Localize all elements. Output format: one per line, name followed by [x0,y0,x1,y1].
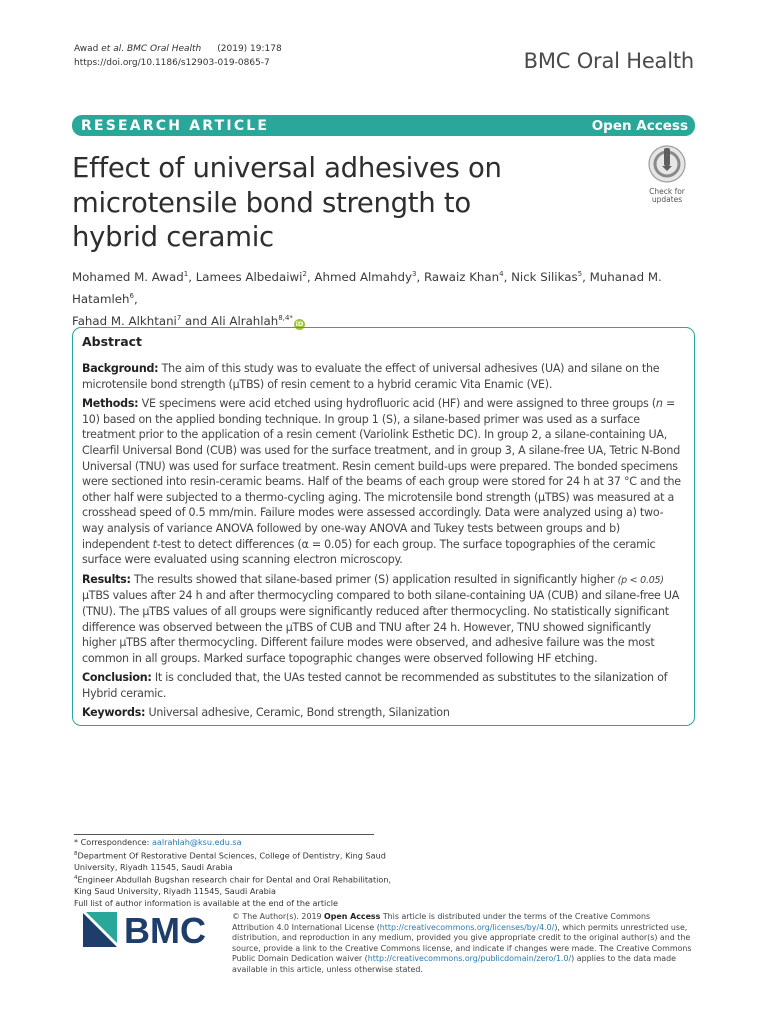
section-label: RESEARCH ARTICLE [81,117,270,134]
article-title: Effect of universal adhesives on microtensile bond strength to hybrid ceramic [72,152,502,253]
abstract-conclusion [82,670,685,701]
check-for-updates-badge[interactable] [641,144,693,204]
abstract-heading: Abstract [82,334,143,349]
check-updates-icon [647,144,687,184]
methods-text-b: = 10) based on the applied bonding technique. In group 1 (S), a silane-based primer was used as a surface treatment prior to the application of a resin cement (Variolink Esthetic DC). In group 2, a silane-containing UA, Clearfil Universal Bond (CUB) was used for the surface treatment, and in group 3, A silane-free UA, Tetric N-Bond Universal (TNU) was used for surface treatment. Resin cement build-ups were prepared. The bonded specimens were sectioned into resin-ceramic beams. Half of the beams of each group were stored for 24 h at 37 °C and the other half were subjected to a thermo-cycling aging. The microtensile bond strength (µTBS) was measured at a crosshead speed of 0.5 mm/min. Failure modes were assessed accordingly. Data were analyzed using a) two-way analysis of variance ANOVA followed by one-way ANOVA and Tukey tests between groups and b) independent [82,397,681,551]
methods-text-c: -test to detect differences (α = 0.05) for each group. The surface topographies of the ceramic surface were evaluated using scanning electron microscopy. [82,537,656,567]
citation-line [74,42,282,56]
license-part4: ) applies to the data made available in this article, unless otherwise stated. [232,954,677,974]
check-updates-line1: Check for [649,187,685,196]
background-text: The aim of this study was to evaluate the effect of universal adhesives (UA) and silane on the microtensile bond strength (µTBS) of resin cement to a hybrid ceramic Vita Enamic (VE). [82,362,660,391]
results-text-a: The results showed that silane-based primer (S) application resulted in significantly higher [134,572,618,586]
methods-text-a: VE specimens were acid etched using hydrofluoric acid (HF) and were assigned to three groups ( [141,397,656,411]
author-name[interactable]: Fahad M. Alkhtani [72,314,177,328]
author-affiliation: 5 [577,270,583,278]
license-link-cc-by[interactable]: http://creativecommons.org/licenses/by/4.0/ [379,922,555,932]
author-affiliation: 3 [411,270,417,278]
author-name[interactable]: Rawaiz Khan [423,270,500,284]
keywords-label: Keywords: [82,706,146,720]
methods-n: n [655,397,663,411]
results-label: Results: [82,572,131,586]
footnotes [74,837,394,909]
full-author-info-note: Full list of author information is available at the end of the article [74,897,338,908]
bmc-logo [83,909,218,951]
citation-doi[interactable]: https://doi.org/10.1186/s12903-019-0865-7 [74,58,270,68]
author-name[interactable]: Nick Silikas [511,270,578,284]
background-label: Background: [82,362,159,375]
keywords-text: Universal adhesive, Ceramic, Bond strength, Silanization [148,706,450,720]
footnote-divider [74,834,374,835]
abstract-results [82,572,685,667]
affiliation-4-text: Engineer Abdullah Bugshan research chair for Dental and Oral Rehabilitation, King Saud University, Riyadh 11545, Saudi Arabia [74,874,392,897]
citation-authors: Awad [74,44,99,54]
abstract-box [72,327,695,726]
author-name[interactable]: Ahmed Almahdy [314,270,412,284]
abstract-background [82,361,685,392]
correspondence-email[interactable]: aalrahlah@ksu.edu.sa [151,837,242,847]
bmc-logo-text: BMC [124,910,206,951]
affiliation-4 [74,873,394,898]
author-name[interactable]: Muhanad M. Hatamleh [72,270,662,306]
license-part3: ), which permits unrestricted use, distribution, and reproduction in any medium, provided you give appropriate credit to the original author(s) and the source, provide a link to the Creative Commons license, and indicate if changes were made. The Creative Commons Public Domain Dedication waiver ( [232,922,692,964]
check-updates-line2: updates [651,195,683,204]
correspondence [74,837,394,849]
author-affiliation: 6 [129,292,134,300]
open-access-label: Open Access [591,117,688,134]
results-p-value: (p < 0.05) [617,574,664,586]
license-link-cc-zero[interactable]: http://creativecommons.org/publicdomain/zero/1.0/ [367,954,572,964]
citation-year: (2019) 19:178 [217,44,282,54]
author-affiliation: 1 [183,270,189,278]
methods-t: t [152,537,157,551]
citation-header [74,42,282,70]
author-affiliation: 8,4* [278,314,293,322]
affiliation-8 [74,849,394,874]
orcid-icon[interactable]: iD [295,320,304,328]
results-text-b: µTBS values after 24 h and after thermocycling compared to both silane-containing UA (CUB) and silane-free UA (TNU). The µTBS values of all groups were significantly reduced after thermocycling. No statistically significant difference was observed between the µTBS of CUB and TNU after 24 h. However, TNU showed significantly higher µTBS after thermocycling. Different failure modes were observed, and adhesive failure was the most common in all groups. Marked surface topographic changes were observed following HF etching. [82,589,680,665]
author-name[interactable]: Ali Alrahlah [211,314,279,328]
abstract-keywords [82,705,685,721]
citation-journal: BMC Oral Health [126,44,202,54]
affiliation-4-sup: 4 [74,875,78,882]
affiliation-8-text: Department Of Restorative Dental Sciences, College of Dentistry, King Saud University, Riyadh 11545, Saudi Arabia [74,850,386,872]
author-affiliation: 4 [499,270,504,278]
article-type-bar [72,115,695,136]
license-part2: This article is distributed under the terms of the Creative Commons Attribution 4.0 International License ( [232,912,651,932]
abstract-methods [82,396,685,568]
author-name[interactable]: Lamees Albedaiwi [195,270,303,284]
author-affiliation: 7 [176,314,182,322]
author-list: Mohamed M. Awad$^1$, Lamees Albedaiwi$^2$, Ahmed Almahdy$^3$, Rawaiz Khan$^4$, Nick Silikas$^5$, Muhanad M. Hatamleh$^6$, Fahad M. Alkhtani$^7$ and Ali Alrahlah$^{8,4*}$iD [72,270,662,328]
license-open-access: Open Access [324,912,381,921]
affiliation-8-sup: 8 [74,850,78,857]
author-name[interactable]: Mohamed M. Awad [72,270,184,284]
license-part1: © The Author(s). 2019 [232,912,325,921]
methods-label: Methods: [82,397,139,411]
author-affiliation: 2 [302,270,307,278]
citation-etal: et al. [101,44,125,54]
conclusion-label: Conclusion: [82,671,152,685]
journal-name: BMC Oral Health [523,49,694,73]
license-statement [232,912,694,976]
correspondence-label: * Correspondence: [74,837,152,847]
author-and: and [185,314,208,328]
conclusion-text: It is concluded that, the UAs tested cannot be recommended as substitutes to the silanization of Hybrid ceramic. [82,671,668,700]
